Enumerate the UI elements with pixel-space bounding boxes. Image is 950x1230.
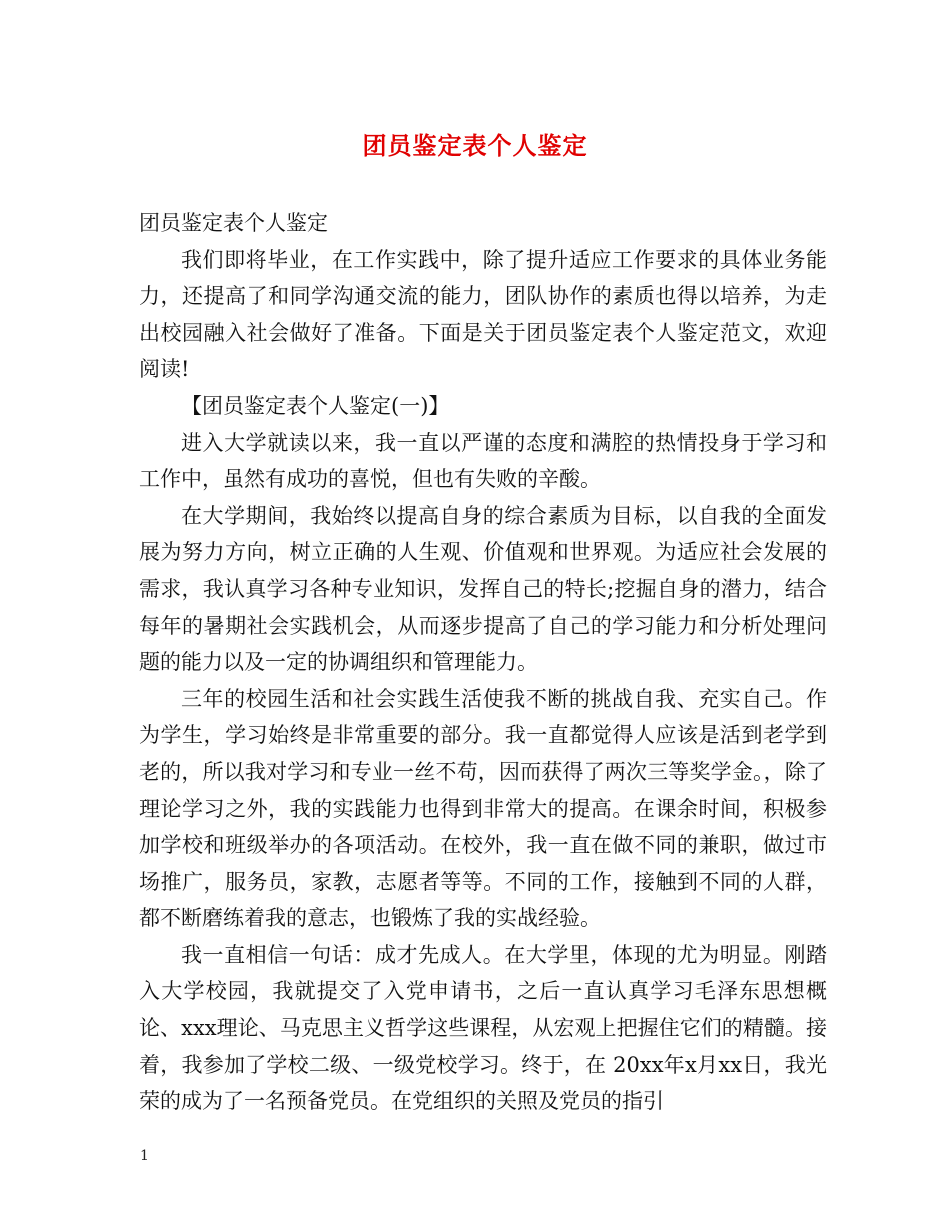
intro-paragraph: 我们即将毕业，在工作实践中，除了提升适应工作要求的具体业务能力，还提高了和同学沟通交流的能力，团队协作的素质也得以培养，为走出校园融入社会做好了准备。下面是关于团员鉴定表个人鉴定范文，欢迎阅读! [139, 247, 827, 382]
body-paragraph: 我一直相信一句话：成才先成人。在大学里，体现的尤为明显。刚踏入大学校园，我就提交了入党申请书，之后一直认真学习毛泽东思想概论、xxx理论、马克思主义哲学这些课程，从宏观上把握住它们的精髓。接着，我参加了学校二级、一级党校学习。终于，在 20xx年x月xx日，我光荣的成为了一名预备党员。在党组织的关照及党员的指引 [139, 942, 827, 1114]
body-paragraph: 三年的校园生活和社会实践生活使我不断的挑战自我、充实自己。作为学生，学习始终是非常重要的部分。我一直都觉得人应该是活到老学到老的，所以我对学习和专业一丝不苟，因而获得了两次三等奖学金。，除了理论学习之外，我的实践能力也得到非常大的提高。在课余时间，积极参加学校和班级举办的各项活动。在校外，我一直在做不同的兼职，做过市场推广，服务员，家教，志愿者等等。不同的工作，接触到不同的人群，都不断磨练着我的意志，也锻炼了我的实战经验。 [139, 686, 827, 931]
subtitle-paragraph: 团员鉴定表个人鉴定 [139, 211, 328, 235]
section-heading: 【团员鉴定表个人鉴定(一)】 [181, 393, 450, 418]
page-number: 1 [140, 1148, 149, 1164]
body-paragraph: 进入大学就读以来，我一直以严谨的态度和满腔的热情投身于学习和工作中，虽然有成功的喜悦，但也有失败的辛酸。 [139, 430, 827, 492]
document-body [139, 205, 827, 1120]
document-title: 团员鉴定表个人鉴定 [362, 131, 588, 160]
body-paragraph: 在大学期间，我始终以提高自身的综合素质为目标，以自我的全面发展为努力方向，树立正确的人生观、价值观和世界观。为适应社会发展的需求，我认真学习各种专业知识，发挥自己的特长;挖掘自身的潜力，结合每年的暑期社会实践机会，从而逐步提高了自己的学习能力和分析处理问题的能力以及一定的协调组织和管理能力。 [139, 503, 827, 675]
